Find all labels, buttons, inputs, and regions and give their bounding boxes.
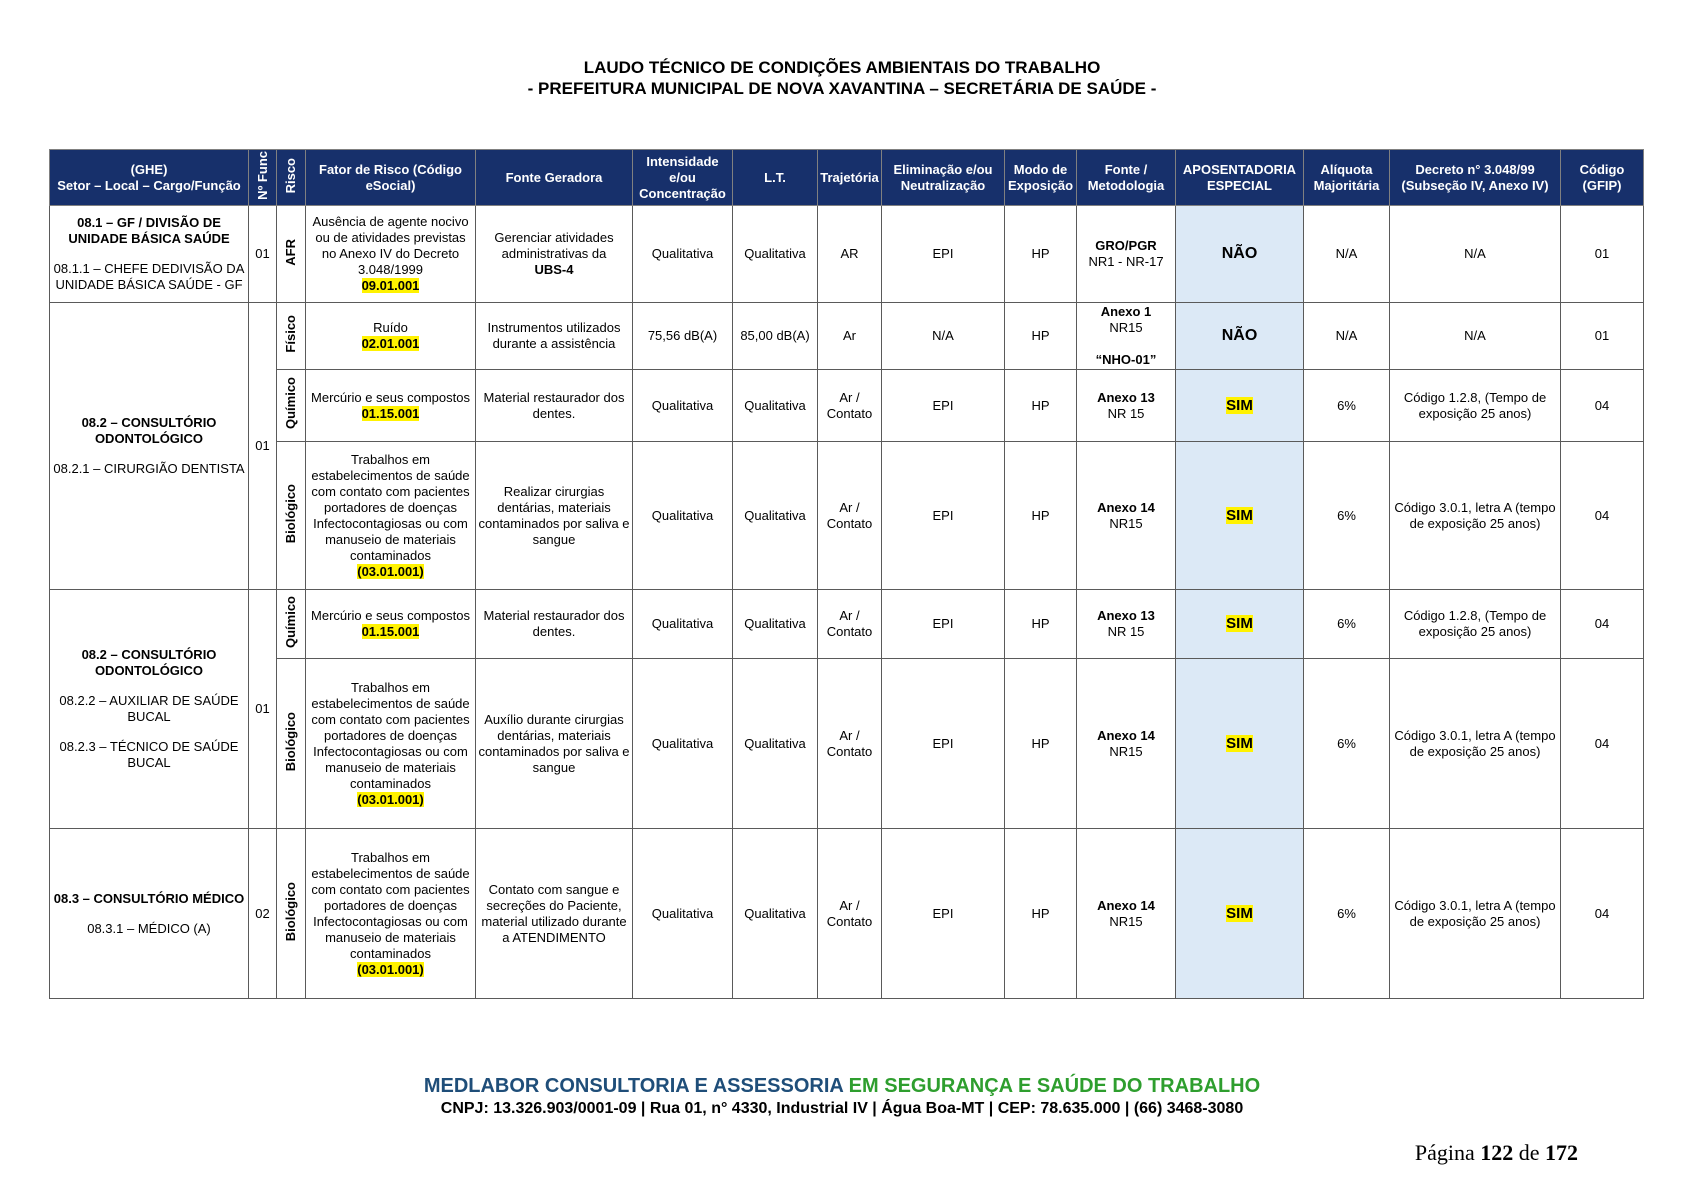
- intensidade-cell: Qualitativa: [633, 442, 733, 590]
- decreto-cell: N/A: [1390, 303, 1561, 370]
- table-row: [50, 829, 1644, 999]
- fator-cell: Trabalhos em estabelecimentos de saúde com contato com pacientes portadores de doenças Infectocontagiosas ou com manuseio de materiais contaminados (03.01.001): [306, 442, 476, 590]
- header-modo: Modo de Exposição: [1005, 150, 1077, 206]
- decreto-cell: Código 3.0.1, letra A (tempo de exposição 25 anos): [1390, 659, 1561, 829]
- fonte-geradora-cell: Realizar cirurgias dentárias, materiais contaminados por saliva e sangue: [476, 442, 633, 590]
- trajetoria-cell: Ar / Contato: [818, 442, 882, 590]
- trajetoria-cell: Ar: [818, 303, 882, 370]
- eliminacao-cell: EPI: [882, 206, 1005, 303]
- page-of: de: [1518, 1140, 1540, 1165]
- fonte-geradora-cell: Contato com sangue e secreções do Paciente, material utilizado durante a ATENDIMENTO: [476, 829, 633, 999]
- header-eliminacao: Eliminação e/ou Neutralização: [882, 150, 1005, 206]
- lt-cell: Qualitativa: [733, 442, 818, 590]
- aposentadoria-cell: SIM: [1176, 659, 1304, 829]
- trajetoria-cell: AR: [818, 206, 882, 303]
- fator-cell: Trabalhos em estabelecimentos de saúde com contato com pacientes portadores de doenças Infectocontagiosas ou com manuseio de materiais contaminados (03.01.001): [306, 659, 476, 829]
- header-aposentadoria: APOSENTADORIA ESPECIAL: [1176, 150, 1304, 206]
- table-row: [50, 303, 1644, 370]
- table-row: [50, 442, 1644, 590]
- risk-table: [49, 149, 1644, 999]
- modo-cell: HP: [1005, 442, 1077, 590]
- header-risco: Risco: [277, 150, 306, 206]
- modo-cell: HP: [1005, 206, 1077, 303]
- aliquota-cell: N/A: [1304, 206, 1390, 303]
- trajetoria-cell: Ar / Contato: [818, 370, 882, 442]
- aposentadoria-cell: SIM: [1176, 590, 1304, 659]
- header-trajetoria: Trajetória: [818, 150, 882, 206]
- fonte-geradora-cell: Material restaurador dos dentes.: [476, 370, 633, 442]
- table-row: [50, 206, 1644, 303]
- fator-cell: Trabalhos em estabelecimentos de saúde com contato com pacientes portadores de doenças Infectocontagiosas ou com manuseio de materiais contaminados (03.01.001): [306, 829, 476, 999]
- risco-cell: Químico: [277, 370, 306, 442]
- risco-cell: Químico: [277, 590, 306, 659]
- header-intensidade: Intensidade e/ou Concentração: [633, 150, 733, 206]
- risco-cell: Físico: [277, 303, 306, 370]
- modo-cell: HP: [1005, 590, 1077, 659]
- aposentadoria-cell: NÃO: [1176, 303, 1304, 370]
- codigo-cell: 01: [1561, 206, 1644, 303]
- eliminacao-cell: EPI: [882, 370, 1005, 442]
- table-row: [50, 370, 1644, 442]
- decreto-cell: Código 1.2.8, (Tempo de exposição 25 anos): [1390, 370, 1561, 442]
- aliquota-cell: 6%: [1304, 370, 1390, 442]
- fonte-geradora-cell: Material restaurador dos dentes.: [476, 590, 633, 659]
- codigo-cell: 04: [1561, 659, 1644, 829]
- aposentadoria-cell: SIM: [1176, 829, 1304, 999]
- decreto-cell: Código 3.0.1, letra A (tempo de exposição 25 anos): [1390, 442, 1561, 590]
- aposentadoria-cell: SIM: [1176, 442, 1304, 590]
- eliminacao-cell: EPI: [882, 659, 1005, 829]
- header-fonte-metodologia: Fonte / Metodologia: [1077, 150, 1176, 206]
- table-row: [50, 659, 1644, 829]
- table-row: [50, 590, 1644, 659]
- lt-cell: Qualitativa: [733, 370, 818, 442]
- risco-cell: Biológico: [277, 659, 306, 829]
- codigo-cell: 04: [1561, 590, 1644, 659]
- fonte-metodologia-cell: Anexo 1 NR15 “NHO-01”: [1077, 303, 1176, 370]
- aposentadoria-cell: SIM: [1176, 370, 1304, 442]
- eliminacao-cell: EPI: [882, 590, 1005, 659]
- eliminacao-cell: EPI: [882, 829, 1005, 999]
- codigo-cell: 04: [1561, 370, 1644, 442]
- decreto-cell: Código 1.2.8, (Tempo de exposição 25 anos): [1390, 590, 1561, 659]
- risco-cell: AFR: [277, 206, 306, 303]
- trajetoria-cell: Ar / Contato: [818, 829, 882, 999]
- lt-cell: 85,00 dB(A): [733, 303, 818, 370]
- nfunc-cell: 01: [249, 206, 277, 303]
- trajetoria-cell: Ar / Contato: [818, 659, 882, 829]
- trajetoria-cell: Ar / Contato: [818, 590, 882, 659]
- eliminacao-cell: N/A: [882, 303, 1005, 370]
- fonte-geradora-cell: Auxílio durante cirurgias dentárias, materiais contaminados por saliva e sangue: [476, 659, 633, 829]
- risco-cell: Biológico: [277, 442, 306, 590]
- codigo-cell: 01: [1561, 303, 1644, 370]
- risco-cell: Biológico: [277, 829, 306, 999]
- aliquota-cell: N/A: [1304, 303, 1390, 370]
- header-nfunc: Nº Func: [249, 150, 277, 206]
- ghe-cell: 08.2 – CONSULTÓRIO ODONTOLÓGICO 08.2.1 – CIRURGIÃO DENTISTA: [50, 303, 249, 590]
- aliquota-cell: 6%: [1304, 829, 1390, 999]
- fonte-metodologia-cell: Anexo 13 NR 15: [1077, 370, 1176, 442]
- modo-cell: HP: [1005, 303, 1077, 370]
- ghe-cell: 08.3 – CONSULTÓRIO MÉDICO 08.3.1 – MÉDICO (A): [50, 829, 249, 999]
- fonte-metodologia-cell: GRO/PGR NR1 - NR-17: [1077, 206, 1176, 303]
- footer-company: [0, 1075, 1684, 1098]
- fator-cell: Ausência de agente nocivo ou de atividades previstas no Anexo IV do Decreto 3.048/1999 09.01.001: [306, 206, 476, 303]
- fonte-metodologia-cell: Anexo 14 NR15: [1077, 829, 1176, 999]
- eliminacao-cell: EPI: [882, 442, 1005, 590]
- fator-cell: Mercúrio e seus compostos 01.15.001: [306, 590, 476, 659]
- header-lt: L.T.: [733, 150, 818, 206]
- lt-cell: Qualitativa: [733, 829, 818, 999]
- header-fonte-geradora: Fonte Geradora: [476, 150, 633, 206]
- fonte-metodologia-cell: Anexo 14 NR15: [1077, 659, 1176, 829]
- footer-company-tagline: EM SEGURANÇA E SAÚDE DO TRABALHO: [848, 1075, 1261, 1097]
- intensidade-cell: Qualitativa: [633, 829, 733, 999]
- page-total: 172: [1545, 1140, 1578, 1165]
- intensidade-cell: 75,56 dB(A): [633, 303, 733, 370]
- fator-cell: Ruído 02.01.001: [306, 303, 476, 370]
- document-subtitle: - PREFEITURA MUNICIPAL DE NOVA XAVANTINA – SECRETÁRIA DE SAÚDE -: [527, 79, 1157, 98]
- page-number: [1415, 1140, 1578, 1166]
- ghe-cell: 08.1 – GF / DIVISÃO DE UNIDADE BÁSICA SAÚDE 08.1.1 – CHEFE DEDIVISÃO DA UNIDADE BÁSICA SAÚDE - GF: [50, 206, 249, 303]
- intensidade-cell: Qualitativa: [633, 659, 733, 829]
- fonte-geradora-cell: Instrumentos utilizados durante a assistência: [476, 303, 633, 370]
- footer-company-name: MEDLABOR CONSULTORIA E ASSESSORIA: [423, 1075, 844, 1097]
- intensidade-cell: Qualitativa: [633, 590, 733, 659]
- table-header: [50, 150, 1644, 206]
- page-current: 122: [1480, 1140, 1514, 1165]
- lt-cell: Qualitativa: [733, 206, 818, 303]
- aliquota-cell: 6%: [1304, 442, 1390, 590]
- aliquota-cell: 6%: [1304, 590, 1390, 659]
- header-decreto: Decreto n° 3.048/99 (Subseção IV, Anexo IV): [1390, 150, 1561, 206]
- document-title: LAUDO TÉCNICO DE CONDIÇÕES AMBIENTAIS DO TRABALHO: [583, 58, 1101, 77]
- fator-cell: Mercúrio e seus compostos 01.15.001: [306, 370, 476, 442]
- lt-cell: Qualitativa: [733, 659, 818, 829]
- header-codigo: Código (GFIP): [1561, 150, 1644, 206]
- nfunc-cell: 02: [249, 829, 277, 999]
- lt-cell: Qualitativa: [733, 590, 818, 659]
- header-aliquota: Alíquota Majoritária: [1304, 150, 1390, 206]
- modo-cell: HP: [1005, 829, 1077, 999]
- intensidade-cell: Qualitativa: [633, 206, 733, 303]
- fonte-metodologia-cell: Anexo 13 NR 15: [1077, 590, 1176, 659]
- fonte-geradora-cell: Gerenciar atividades administrativas da UBS-4: [476, 206, 633, 303]
- modo-cell: HP: [1005, 370, 1077, 442]
- intensidade-cell: Qualitativa: [633, 370, 733, 442]
- page-label: Página: [1414, 1140, 1475, 1165]
- fonte-metodologia-cell: Anexo 14 NR15: [1077, 442, 1176, 590]
- nfunc-cell: 01: [249, 303, 277, 590]
- codigo-cell: 04: [1561, 829, 1644, 999]
- modo-cell: HP: [1005, 659, 1077, 829]
- header-ghe: (GHE) Setor – Local – Cargo/Função: [50, 150, 249, 206]
- decreto-cell: Código 3.0.1, letra A (tempo de exposição 25 anos): [1390, 829, 1561, 999]
- footer-address: CNPJ: 13.326.903/0001-09 | Rua 01, n° 4330, Industrial IV | Água Boa-MT | CEP: 78.635.000 | (66) 3468-3080: [440, 1100, 1244, 1117]
- decreto-cell: N/A: [1390, 206, 1561, 303]
- codigo-cell: 04: [1561, 442, 1644, 590]
- aliquota-cell: 6%: [1304, 659, 1390, 829]
- header-fator: Fator de Risco (Código eSocial): [306, 150, 476, 206]
- ghe-cell: 08.2 – CONSULTÓRIO ODONTOLÓGICO 08.2.2 – AUXILIAR DE SAÚDE BUCAL 08.2.3 – TÉCNICO DE SAÚDE BUCAL: [50, 590, 249, 829]
- nfunc-cell: 01: [249, 590, 277, 829]
- aposentadoria-cell: NÃO: [1176, 206, 1304, 303]
